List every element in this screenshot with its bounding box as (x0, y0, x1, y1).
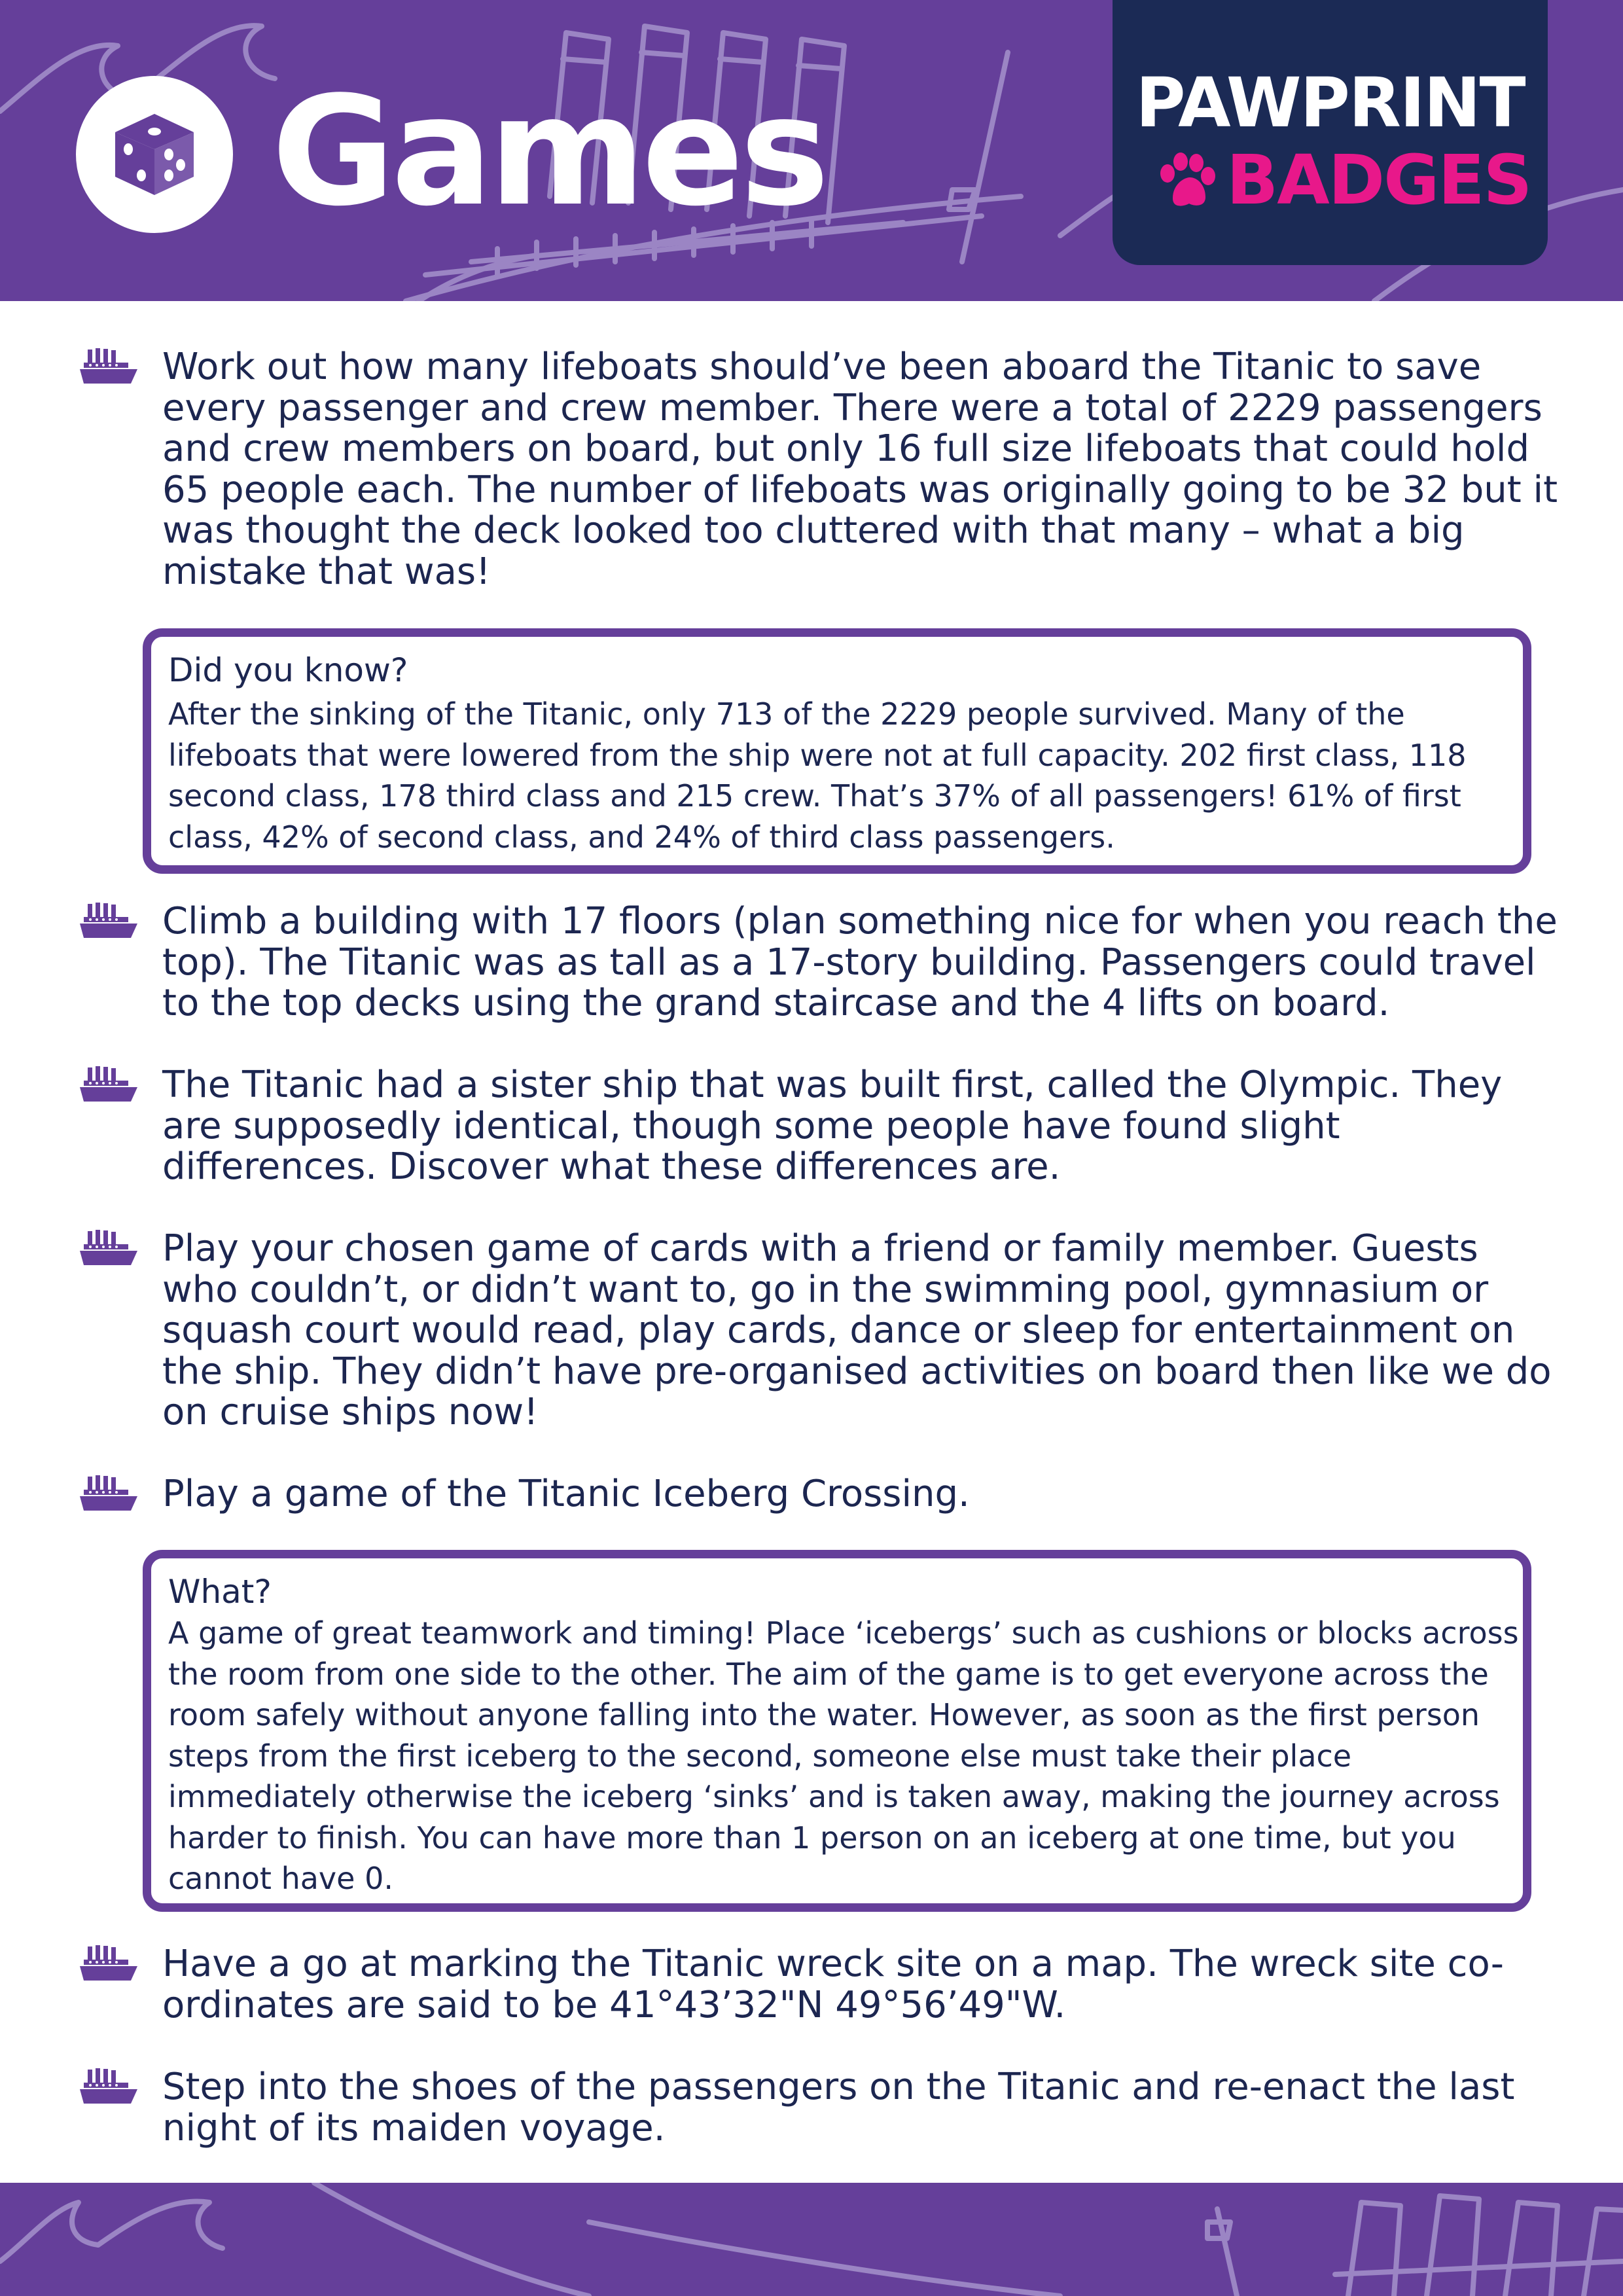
header-banner (0, 0, 1623, 301)
ship-icon (79, 1474, 139, 1513)
box-text: After the sinking of the Titanic, only 713 of the 2229 people survived. Many of the lifeboats that were lowered from the ship were not at full capacity. 202 first class, 118 second class, 178 third class and 215 crew. That’s 37% of all passengers! 61% of first class, 42% of second class, and 24% of third class passengers. (168, 696, 1467, 855)
item-text: Work out how many lifeboats should’ve been aboard the Titanic to save every passenger and crew member. There were a total of 2229 passengers and crew members on board, but only 16 full size lifeboats that could hold 65 people each. The number of lifeboats was originally going to be 32 but it was thought the deck looked too cluttered with that many – what a big mistake that was! (162, 346, 1558, 593)
box-text: A game of great teamwork and timing! Place ‘icebergs’ such as cushions or blocks across the room from one side to the other. The aim of the game is to get everyone across the room safely without anyone falling into the water. However, as soon as the first person steps from the first iceberg to the second, someone else must take their place immediately otherwise the iceberg ‘sinks’ and is taken away, making the journey across harder to finish. You can have more than 1 person on an iceberg at one time, but you cannot have 0. (168, 1615, 1519, 1896)
ship-icon (79, 901, 139, 941)
logo-line-2: BADGES (1226, 139, 1531, 220)
item-text: Play a game of the Titanic Iceberg Crossing. (162, 1473, 970, 1515)
paw-icon (1153, 147, 1219, 213)
item-text: Play your chosen game of cards with a friend or family member. Guests who couldn’t, or didn’t want to, go in the swimming pool, gymnasium or squash court would read, play cards, dance or sleep for entertainment on the ship. They didn’t have pre-organised activities on board then like we do on cruise ships now! (162, 1227, 1552, 1433)
item-text: The Titanic had a sister ship that was built first, called the Olympic. They are supposedly identical, though some people have found slight differences. Discover what these differences are. (162, 1064, 1503, 1188)
logo-line-1: PAWPRINT (1135, 63, 1525, 143)
did-you-know-box (143, 628, 1531, 874)
what-box (143, 1550, 1531, 1912)
item-text: Step into the shoes of the passengers on the Titanic and re-enact the last night of its maiden voyage. (162, 2066, 1515, 2149)
ship-icon (79, 2067, 139, 2106)
page-title: Games (272, 65, 826, 240)
footer-banner (0, 2183, 1623, 2296)
dice-badge (76, 76, 233, 233)
logo-line-2-row (1153, 141, 1531, 219)
ship-icon (79, 347, 139, 386)
dice-icon (109, 109, 200, 200)
titanic-footer-art (0, 2183, 1623, 2296)
box-title: What? (168, 1573, 272, 1611)
ship-icon (79, 1065, 139, 1104)
item-text: Climb a building with 17 floors (plan something nice for when you reach the top). The Titanic was as tall as a 17-story building. Passengers could travel to the top decks using the grand staircase and the 4 lifts on board. (162, 900, 1558, 1024)
ship-icon (79, 1229, 139, 1268)
item-text: Have a go at marking the Titanic wreck site on a map. The wreck site co-ordinates are said to be 41°43’32"N 49°56’49"W. (162, 1943, 1504, 2026)
ship-icon (79, 1944, 139, 1983)
box-title: Did you know? (168, 651, 408, 689)
pawprint-badges-logo (1113, 0, 1548, 265)
